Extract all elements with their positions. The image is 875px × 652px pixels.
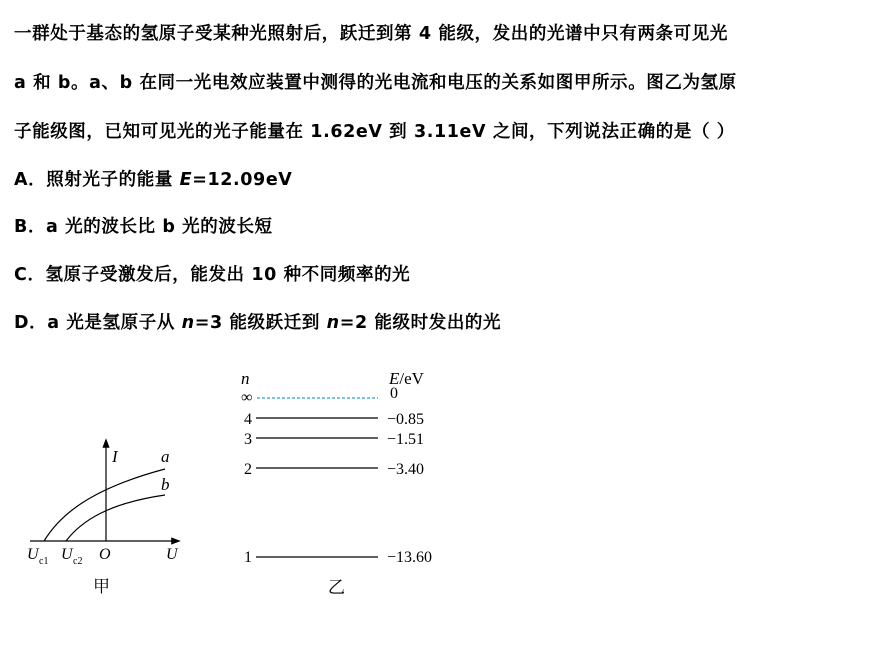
uc1-subscript: c1 bbox=[39, 556, 49, 567]
uc2-subscript: c2 bbox=[73, 556, 83, 567]
origin-label: O bbox=[99, 546, 111, 563]
option-a-prefix: A．照射光子的能量 bbox=[14, 170, 180, 190]
curve-a bbox=[44, 469, 165, 541]
figure-jia-caption: 甲 bbox=[93, 577, 110, 596]
curve-b-label: b bbox=[161, 475, 170, 494]
level-e-2: −3.40 bbox=[387, 461, 425, 478]
level-e-3: −1.51 bbox=[387, 431, 425, 448]
level-n-inf: ∞ bbox=[241, 389, 253, 406]
curve-b bbox=[66, 495, 165, 541]
level-n-4: 4 bbox=[244, 411, 252, 428]
y-axis-label: I bbox=[112, 447, 118, 466]
curve-a-label: a bbox=[161, 447, 170, 466]
uc2-label: U bbox=[61, 546, 73, 563]
figure-yi bbox=[241, 369, 432, 597]
level-n-3: 3 bbox=[244, 431, 252, 448]
option-d-variable-1: n bbox=[181, 313, 195, 333]
level-e-1: −13.60 bbox=[387, 549, 433, 566]
level-e-4: −0.85 bbox=[387, 411, 425, 428]
question-line-3: 子能级图，已知可见光的光子能量在 1.62eV 到 3.11eV 之间，下列说法正确的是（ ） bbox=[14, 122, 735, 142]
level-n-2: 2 bbox=[244, 461, 252, 478]
question-line-2: a 和 b。a、b 在同一光电效应装置中测得的光电流和电压的关系如图甲所示。图乙为氢原 bbox=[14, 73, 737, 93]
e-header-unit: /eV bbox=[399, 369, 424, 388]
e-header-variable: E bbox=[389, 369, 400, 388]
option-d-suffix: =2 能级时发出的光 bbox=[339, 313, 502, 333]
option-d-middle: =3 能级跃迁到 bbox=[194, 313, 327, 333]
figure-jia bbox=[27, 443, 179, 596]
level-e-inf: 0 bbox=[390, 385, 398, 402]
option-a-suffix: =12.09eV bbox=[192, 170, 293, 190]
question-line-1: 一群处于基态的氢原子受某种光照射后，跃迁到第 4 能级，发出的光谱中只有两条可见光 bbox=[14, 24, 728, 44]
level-n-1: 1 bbox=[244, 549, 252, 566]
x-axis-label: U bbox=[166, 546, 178, 563]
option-d-variable-2: n bbox=[326, 313, 340, 333]
option-c: C．氢原子受激发后，能发出 10 种不同频率的光 bbox=[14, 265, 411, 285]
option-a-variable: E bbox=[179, 170, 193, 190]
option-b: B．a 光的波长比 b 光的波长短 bbox=[14, 217, 273, 237]
option-d-prefix: D．a 光是氢原子从 bbox=[14, 313, 182, 333]
figure-yi-caption: 乙 bbox=[328, 578, 345, 597]
uc1-label: U bbox=[27, 546, 39, 563]
n-header: n bbox=[241, 369, 250, 388]
